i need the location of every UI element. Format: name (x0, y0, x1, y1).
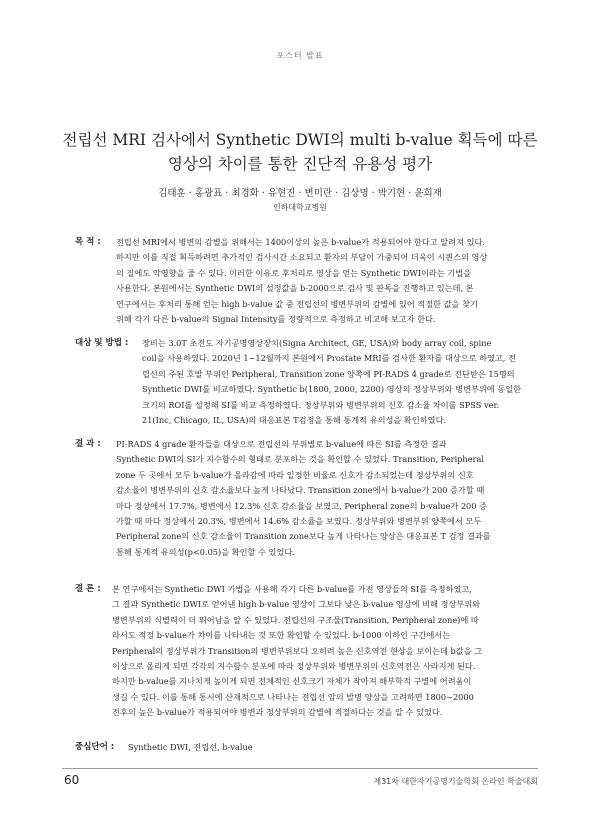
conclusion-section (75, 582, 535, 721)
results-text-line: Synthetic DWI의 SI가 지수함수의 형태로 분포하는 것을 확인할 수 있었다. Transition, Peripheral (116, 454, 484, 465)
results-text-line: 마다 정상에서 17.7%, 병변에서 12.3% 신호 감소율을 보였고, Peripheral zone의 b-value가 200 증 (116, 500, 487, 511)
methods-section (75, 336, 535, 428)
results-text-line: 통해 통계적 유의성(p<0.05)을 확인할 수 있었다. (116, 546, 295, 557)
conference-name: 제31차 대한자기공명기술학회 온라인 학술대회 (373, 777, 538, 786)
conclusion-text-line: 생길 수 있다. 이를 통해 통시에 산재적으로 나타나는 전립선 암의 발병 양상을 고려하면 1800~2000 (112, 691, 474, 702)
purpose-text-line: 위해 각기 다른 b-value의 Signal Intensity를 정량적으로 측정하고 비교해 보고자 한다. (116, 314, 436, 325)
title-line-2: 영상의 차이를 통한 진단적 유용성 평가 (167, 155, 433, 173)
conclusion-text-line: 하지만 b-value를 지나치게 높이게 되면 전체적인 신호크기 자체가 작아져 해부학적 구별에 어려움이 (112, 676, 472, 687)
methods-text-line: 립선의 주된 호발 부위인 Peripheral, Transition zone 양쪽에 PI-RADS 4 grade로 진단받은 15명의 (142, 368, 515, 379)
author-list: 김태훈 · 홍광표 · 최경화 · 유현진 · 변미란 · 김상명 · 박기현 · 윤희재 (158, 188, 442, 199)
methods-text-line: Synthetic DWI를 비교하였다. Synthetic b(1800, 2000, 2200) 영상의 정상부위와 병변부위에 동일한 (142, 384, 522, 395)
methods-text-line: 21(Inc, Chicago, IL, USA)의 대응표본 T검정을 통해 통계적 유의성을 확인하였다. (142, 415, 447, 426)
conclusion-text-line: 라서도 적정 b-value가 차이를 나타내는 것 또한 확인할 수 있었다. b-1000 이하인 구간에서는 (112, 630, 451, 641)
purpose-text-line: 사용한다. 본원에서는 Synthetic DWI의 설정값을 b-2000으로 검사 및 판독을 진행하고 있는데, 본 (116, 283, 474, 294)
purpose-section (75, 235, 535, 327)
results-text-line: Peripheral zone의 신호 감소율이 Transition zone보다 높게 나타나는 양상은 대응표본 T 검정 결과를 (116, 531, 491, 542)
keywords-body (75, 740, 535, 755)
results-body (75, 437, 535, 560)
purpose-text-line: 연구에서는 후처리 통해 얻는 high b-value 값 중 전립선의 병변부위의 감별에 있어 적절한 값을 찾기 (116, 298, 478, 309)
methods-text-line: 크기의 ROI를 설정해 SI를 비교 측정하였다. 정상부위와 병변부위의 신호 감소율 차이를 SPSS ver. (142, 399, 500, 410)
paper-title (40, 128, 560, 176)
conclusion-text-line: 그 결과 Synthetic DWI로 얻어낸 high b-value 영상이 그보다 낮은 b-value 영상에 비해 정상부위와 (112, 599, 481, 610)
results-text-line: PI-RADS 4 grade 환자들을 대상으로 전립선의 부위별로 b-value에 따른 SI를 측정한 결과 (116, 439, 447, 449)
results-text-line: 감소율이 병변부위의 신호 감소율보다 높게 나타났다. Transition zone에서 b-value가 200 증가할 때 (116, 485, 485, 496)
conclusion-text-line: 전후의 높은 b-value가 적용되어야 병변과 정상부위의 감별에 적절하다는 것을 알 수 있었다. (112, 707, 443, 718)
section-header: 포스터 발표 (276, 51, 324, 60)
results-section (75, 437, 535, 560)
conclusion-text-line: 이상으로 올리게 되면 각각의 지수함수 분포에 따라 정상부위와 병변부위의 신호역전은 사라지게 된다. (112, 661, 476, 672)
purpose-text-line: 전립선 MRI에서 병변의 감별을 위해서는 1400이상의 높은 b-value가 적용되어야 한다고 알려져 있다. (116, 237, 486, 247)
conclusion-text-line: Peripheral의 정상부위가 Transition의 병변부위보다 오히려 높은 신호역전 현상을 보이는데 b값을 그 (112, 645, 483, 656)
purpose-text-line: 하지만 이를 직접 획득하려면 추가적인 검사시간 소요되고 환자의 부담이 가중되어 더욱이 시퀀스의 영상 (116, 252, 488, 263)
footer-divider (62, 768, 538, 769)
title-line-1: 전립선 MRI 검사에서 Synthetic DWI의 multi b-value 획득에 따른 (62, 131, 538, 149)
purpose-body (75, 235, 535, 327)
methods-label: 대상 및 방법 : (75, 338, 129, 348)
conclusion-label: 결 론 : (75, 584, 101, 594)
keywords-label: 중심단어 : (75, 742, 115, 752)
conclusion-text-line: 본 연구에서는 Synthetic DWI 기법을 사용해 각기 다른 b-value를 가진 영상들의 SI를 측정하였고, (112, 584, 472, 594)
purpose-label: 목 적 : (75, 237, 101, 247)
results-text-line: zone 두 곳에서 모두 b-value가 올라감에 따라 일정한 비율로 신호가 감소되었는데 정상부위의 신호 (116, 469, 474, 480)
affiliation: 인하대학교병원 (272, 203, 328, 212)
results-label: 결 과 : (75, 439, 101, 449)
conclusion-text-line: 병변부위의 식별력이 더 뛰어남을 알 수 있었다. 전립선의 구조물(Transition, Peripheral zone)에 따 (112, 614, 479, 625)
page-number: 60 (64, 773, 80, 787)
keywords-section (75, 740, 535, 755)
keywords-text-line: Synthetic DWI, 전립선, b-value (128, 742, 253, 752)
methods-text-line: coil을 사용하였다. 2020년 1~12월까지 본원에서 Prostate MRI를 검사한 환자를 대상으로 하였고, 전 (142, 353, 516, 364)
methods-text-line: 장비는 3.0T 초전도 자기공명영상장치(Signa Architect, GE, USA)와 body array coil, spine (142, 338, 492, 348)
purpose-text-line: 의 질에도 악영향을 줄 수 있다. 이러한 이유로 후처리로 영상을 얻는 Synthetic DWI이라는 기법을 (116, 267, 472, 278)
results-text-line: 가할 때 마다 정상에서 20.3%, 병변에서 14.6% 감소율을 보였다. 정상부위와 병변부위 양쪽에서 모두 (116, 516, 482, 527)
conclusion-body (75, 582, 535, 721)
methods-body (75, 336, 535, 428)
